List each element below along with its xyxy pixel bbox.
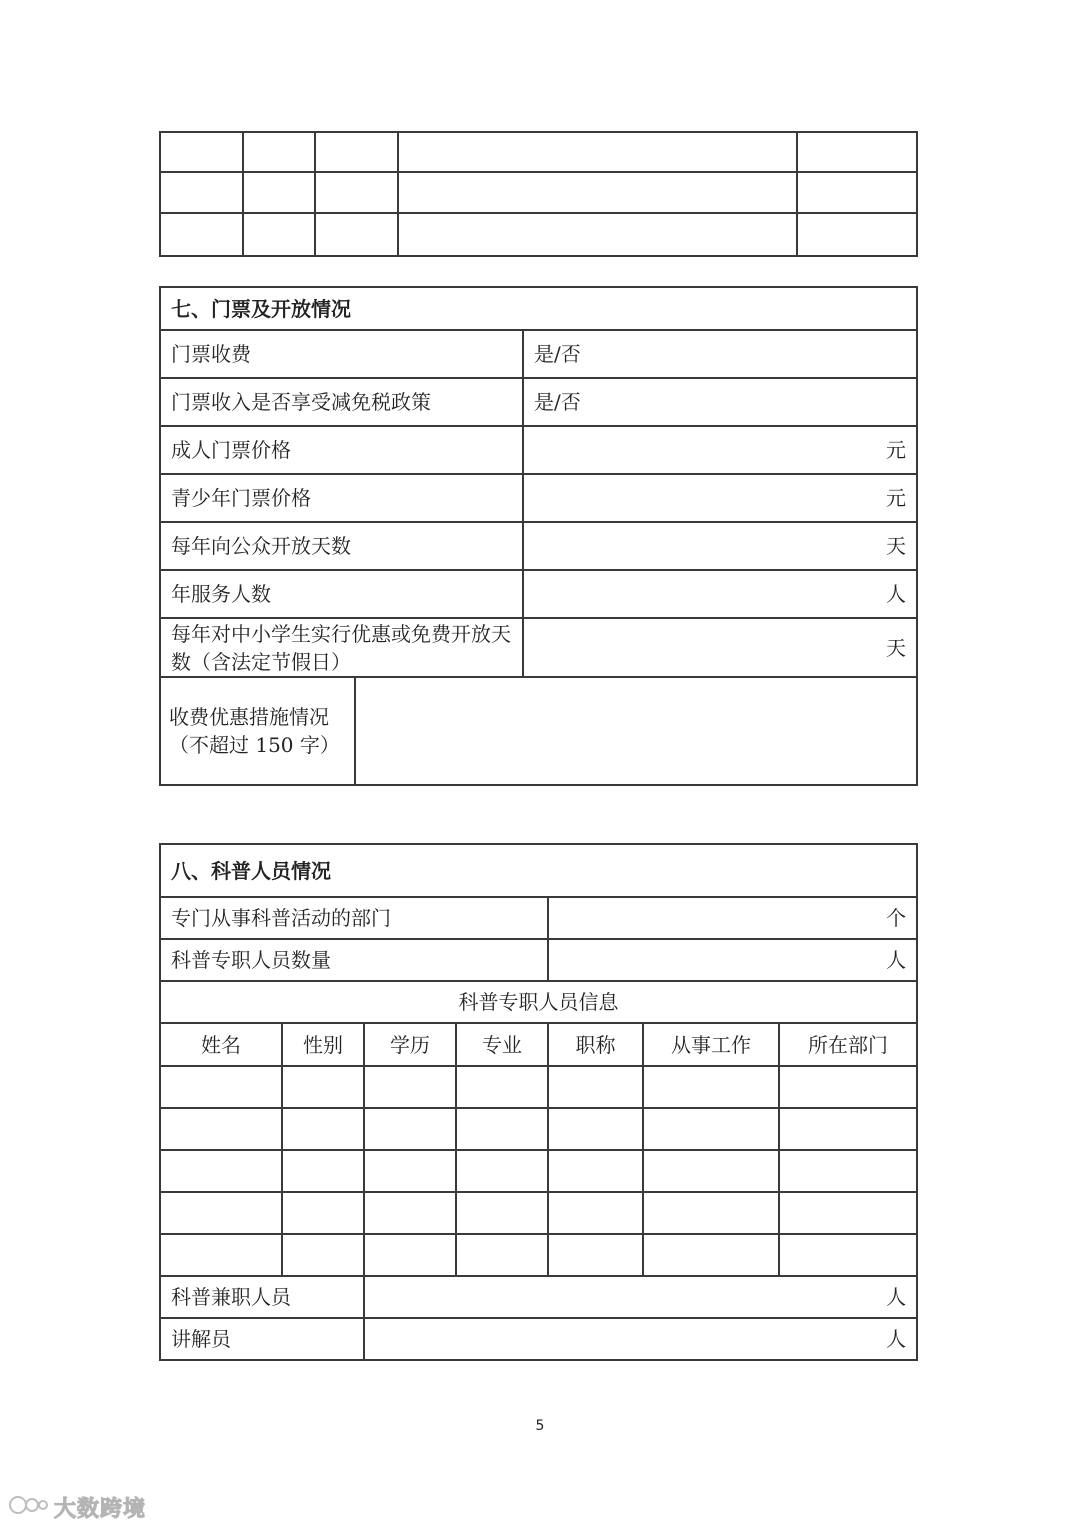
empty-cell <box>398 213 797 256</box>
row-label: 每年向公众开放天数 <box>160 522 523 570</box>
empty-cell <box>797 172 917 213</box>
staff-cell[interactable] <box>282 1150 364 1192</box>
student-days-field[interactable]: 天 <box>523 618 917 677</box>
staff-cell[interactable] <box>779 1234 917 1276</box>
table-row <box>160 677 917 785</box>
staff-cell[interactable] <box>282 1234 364 1276</box>
table-row <box>160 522 917 570</box>
staff-cell[interactable] <box>364 1192 456 1234</box>
staff-cell[interactable] <box>779 1150 917 1192</box>
watermark <box>8 1490 146 1524</box>
staff-entry-row <box>160 1150 917 1192</box>
staff-cell[interactable] <box>643 1234 779 1276</box>
staff-cell[interactable] <box>160 1150 282 1192</box>
empty-cell <box>243 132 315 172</box>
empty-cell <box>315 172 398 213</box>
staff-cell[interactable] <box>282 1066 364 1108</box>
staff-cell[interactable] <box>643 1192 779 1234</box>
column-header-row <box>160 1023 917 1066</box>
empty-cell <box>797 132 917 172</box>
ticket-fee-field[interactable]: 是/否 <box>523 330 917 378</box>
table-row <box>160 378 917 426</box>
staff-cell[interactable] <box>456 1192 548 1234</box>
empty-cell <box>160 213 243 256</box>
staff-cell[interactable] <box>643 1150 779 1192</box>
staff-cell[interactable] <box>364 1108 456 1150</box>
staff-cell[interactable] <box>548 1108 643 1150</box>
tickets-table <box>159 286 918 786</box>
guides-count-field[interactable]: 人 <box>364 1318 917 1360</box>
fulltime-count-field[interactable]: 人 <box>548 939 917 981</box>
staff-cell[interactable] <box>282 1192 364 1234</box>
column-header-gender: 性别 <box>282 1023 364 1066</box>
empty-cell <box>797 213 917 256</box>
table-row <box>160 132 917 172</box>
empty-cell <box>160 172 243 213</box>
page-number: 5 <box>535 1418 545 1434</box>
staff-cell[interactable] <box>643 1066 779 1108</box>
tax-exemption-field[interactable]: 是/否 <box>523 378 917 426</box>
row-label: 讲解员 <box>160 1318 364 1360</box>
discount-label-line: 收费优惠措施情况 <box>169 705 329 729</box>
row-label: 专门从事科普活动的部门 <box>160 897 548 939</box>
staff-cell[interactable] <box>364 1234 456 1276</box>
row-label: 科普兼职人员 <box>160 1276 364 1318</box>
staff-cell[interactable] <box>160 1192 282 1234</box>
column-header-work: 从事工作 <box>643 1023 779 1066</box>
staff-cell[interactable] <box>779 1192 917 1234</box>
staff-cell[interactable] <box>456 1234 548 1276</box>
staff-entry-row <box>160 1066 917 1108</box>
youth-price-field[interactable]: 元 <box>523 474 917 522</box>
department-count-field[interactable]: 个 <box>548 897 917 939</box>
staff-cell[interactable] <box>456 1108 548 1150</box>
table-row <box>160 1276 917 1318</box>
staff-cell[interactable] <box>548 1066 643 1108</box>
staff-cell[interactable] <box>643 1108 779 1150</box>
column-header-name: 姓名 <box>160 1023 282 1066</box>
annual-visitors-field[interactable]: 人 <box>523 570 917 618</box>
table-row <box>160 172 917 213</box>
table-row <box>160 330 917 378</box>
staff-cell[interactable] <box>548 1234 643 1276</box>
staff-entry-row <box>160 1108 917 1150</box>
row-label: 年服务人数 <box>160 570 523 618</box>
column-header-education: 学历 <box>364 1023 456 1066</box>
table-row <box>160 426 917 474</box>
column-header-department: 所在部门 <box>779 1023 917 1066</box>
table-row <box>160 213 917 256</box>
table-row <box>160 474 917 522</box>
watermark-logo-icon <box>8 1493 48 1521</box>
staff-cell[interactable] <box>364 1066 456 1108</box>
staff-cell[interactable] <box>160 1234 282 1276</box>
adult-price-field[interactable]: 元 <box>523 426 917 474</box>
staff-cell[interactable] <box>779 1066 917 1108</box>
continuation-table <box>159 131 918 257</box>
table-row <box>160 897 917 939</box>
section-title: 八、科普人员情况 <box>160 844 917 897</box>
staff-info-title: 科普专职人员信息 <box>160 981 917 1023</box>
staff-entry-row <box>160 1234 917 1276</box>
table-row <box>160 939 917 981</box>
empty-cell <box>398 132 797 172</box>
staff-cell[interactable] <box>456 1150 548 1192</box>
table-row <box>160 981 917 1023</box>
empty-cell <box>243 172 315 213</box>
staff-cell[interactable] <box>548 1192 643 1234</box>
parttime-count-field[interactable]: 人 <box>364 1276 917 1318</box>
empty-cell <box>160 132 243 172</box>
watermark-text: 大数跨境 <box>54 1496 147 1522</box>
staff-cell[interactable] <box>160 1108 282 1150</box>
column-header-title: 职称 <box>548 1023 643 1066</box>
empty-cell <box>243 213 315 256</box>
empty-cell <box>315 213 398 256</box>
staff-table <box>159 843 918 1361</box>
section-title: 七、门票及开放情况 <box>160 287 917 330</box>
discount-description-field[interactable] <box>355 677 917 785</box>
row-label: 每年对中小学生实行优惠或免费开放天数（含法定节假日） <box>160 618 523 677</box>
row-label: 成人门票价格 <box>160 426 523 474</box>
row-label: 门票收入是否享受减免税政策 <box>160 378 523 426</box>
column-header-major: 专业 <box>456 1023 548 1066</box>
open-days-field[interactable]: 天 <box>523 522 917 570</box>
table-row <box>160 618 917 677</box>
empty-cell <box>398 172 797 213</box>
row-label: 科普专职人员数量 <box>160 939 548 981</box>
staff-entry-row <box>160 1192 917 1234</box>
section-header-row <box>160 844 917 897</box>
table-row <box>160 1318 917 1360</box>
staff-cell[interactable] <box>456 1066 548 1108</box>
discount-label-line: （不超过 150 字） <box>169 733 340 757</box>
staff-cell[interactable] <box>364 1150 456 1192</box>
empty-cell <box>315 132 398 172</box>
row-label: 门票收费 <box>160 330 523 378</box>
section-header-row <box>160 287 917 330</box>
staff-cell[interactable] <box>282 1108 364 1150</box>
staff-cell[interactable] <box>160 1066 282 1108</box>
discount-label <box>160 677 355 785</box>
table-row <box>160 570 917 618</box>
staff-cell[interactable] <box>779 1108 917 1150</box>
staff-cell[interactable] <box>548 1150 643 1192</box>
row-label: 青少年门票价格 <box>160 474 523 522</box>
